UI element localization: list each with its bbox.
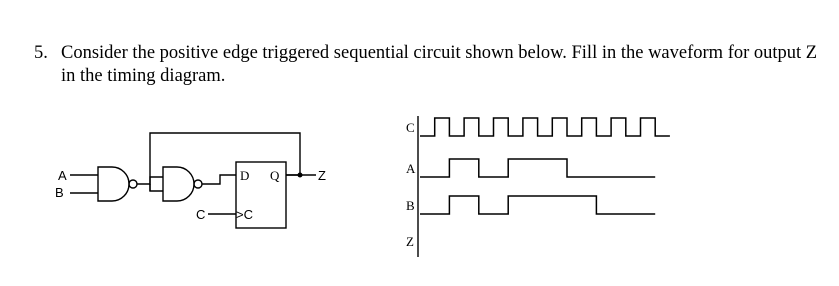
a-waveform — [420, 159, 655, 177]
nand-gate-1-bubble — [129, 180, 137, 188]
question-text: Consider the positive edge triggered sequential circuit shown below. Fill in the waveform for output Z in the timing diagram. — [61, 43, 818, 86]
timing-diagram — [406, 116, 670, 257]
ff-clk-label: >C — [236, 207, 253, 222]
circuit-diagram — [55, 133, 326, 228]
gate2-to-d-wire — [202, 175, 236, 184]
output-z-label: Z — [318, 168, 326, 183]
gate2-lower-input-wire — [150, 184, 163, 191]
nand-gate-2-bubble — [194, 180, 202, 188]
input-b-label: B — [55, 185, 64, 200]
clock-waveform — [420, 118, 670, 136]
timing-label-b: B — [406, 198, 415, 213]
b-waveform — [420, 196, 655, 214]
input-a-label: A — [58, 168, 67, 183]
nand-gate-2 — [163, 167, 194, 201]
question-number: 5. — [34, 43, 48, 63]
timing-label-c: C — [406, 120, 415, 135]
ff-q-label: Q — [270, 168, 280, 183]
ff-d-label: D — [240, 168, 250, 183]
clock-input-label: C — [196, 207, 206, 222]
nand-gate-1 — [98, 167, 129, 201]
timing-label-z: Z — [406, 234, 414, 249]
timing-label-a: A — [406, 161, 416, 176]
